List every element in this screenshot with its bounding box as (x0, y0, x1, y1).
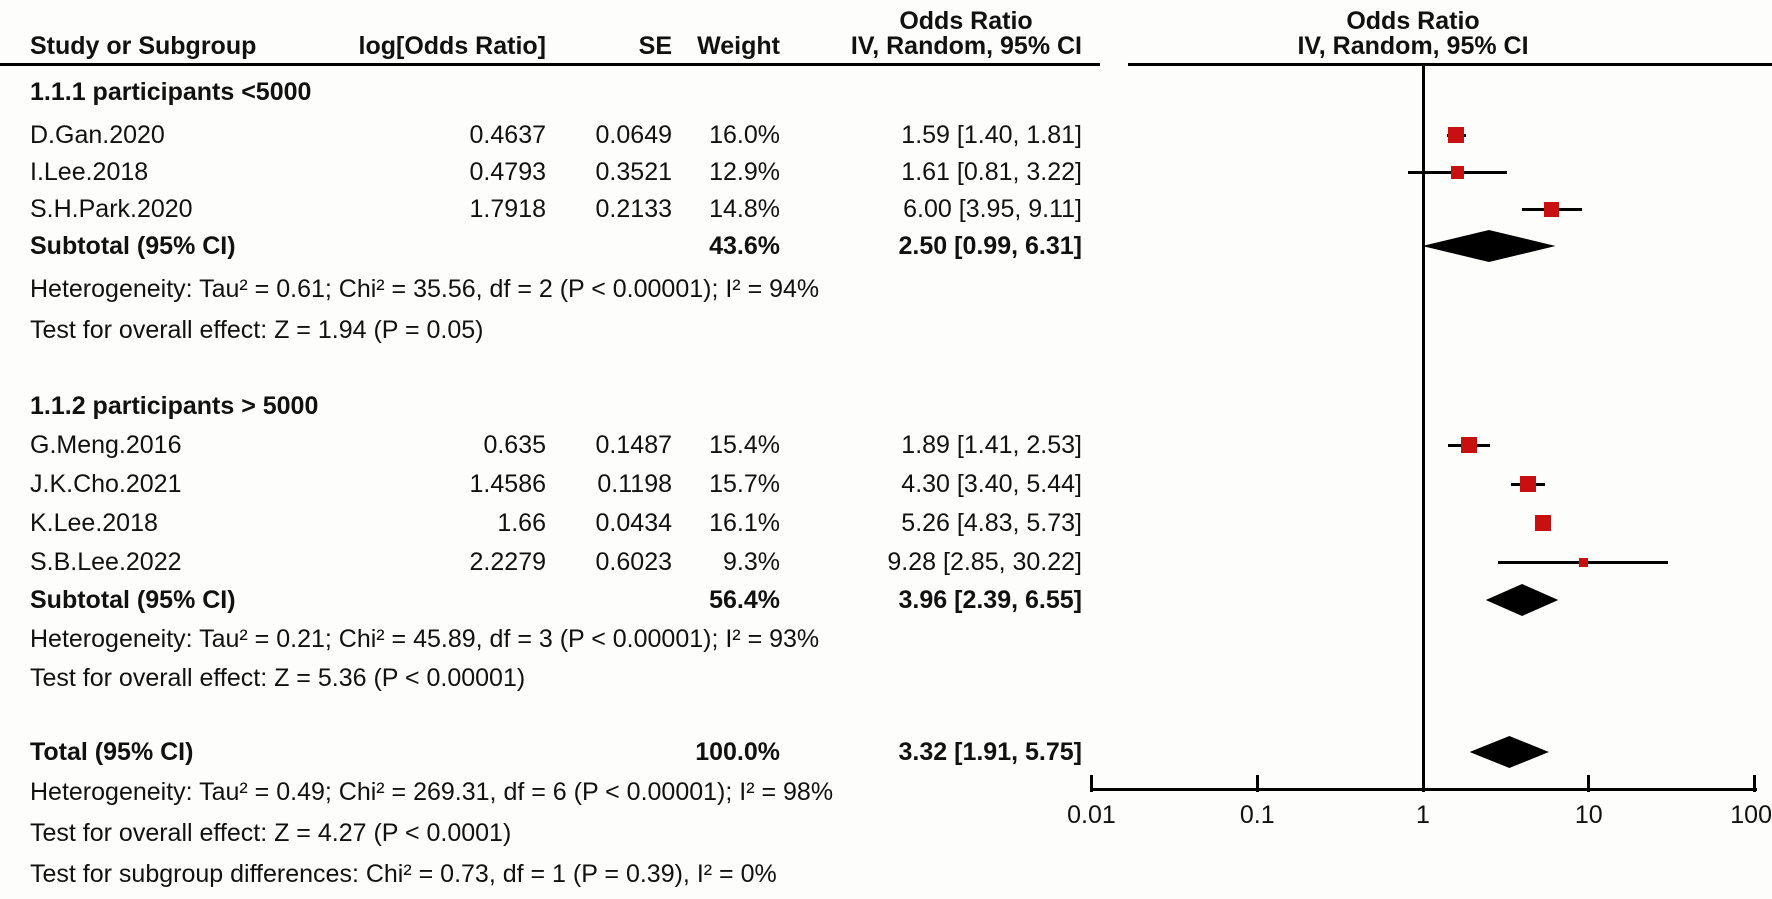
total-row-weight: 100.0% (695, 738, 780, 766)
study-row-logor: 1.4586 (469, 470, 546, 498)
study-row-logor: 1.7918 (469, 195, 546, 223)
axis-tick-label: 0.01 (1067, 801, 1116, 829)
subtotal-diamond (1422, 230, 1555, 262)
right-effect-title: Odds Ratio (1346, 7, 1480, 35)
study-row-weight: 15.7% (709, 470, 780, 498)
right-effect-subtitle: IV, Random, 95% CI (1297, 32, 1529, 60)
column-header-study: Study or Subgroup (30, 32, 257, 60)
total-diamond (1470, 736, 1549, 768)
subtotal-row-label: Subtotal (95% CI) (30, 232, 236, 260)
total-overall-effect-note-text: Test for overall effect: Z = 4.27 (P < 0.0001) (30, 819, 512, 847)
study-row-se: 0.0649 (595, 121, 672, 149)
study-row-se: 0.1487 (595, 431, 672, 459)
study-row-se: 0.2133 (595, 195, 672, 223)
subtotal-row-weight: 43.6% (709, 232, 780, 260)
study-row-ci: 1.59 [1.40, 1.81] (901, 121, 1082, 149)
study-row-label: D.Gan.2020 (30, 121, 165, 149)
subtotal-row-weight: 56.4% (709, 586, 780, 614)
subgroup-title-label: 1.1.1 participants <5000 (30, 78, 312, 106)
study-row-weight: 14.8% (709, 195, 780, 223)
column-header-se: SE (638, 32, 672, 60)
study-row-se: 0.0434 (595, 509, 672, 537)
study-point-estimate-square (1451, 166, 1464, 179)
heterogeneity-note-text: Heterogeneity: Tau² = 0.21; Chi² = 45.89, df = 3 (P < 0.00001); I² = 93% (30, 625, 820, 653)
subgroup-difference-note-text: Test for subgroup differences: Chi² = 0.73, df = 1 (P = 0.39), I² = 0% (30, 860, 777, 888)
subtotal-row-ci: 3.96 [2.39, 6.55] (898, 586, 1082, 614)
study-row-ci: 1.89 [1.41, 2.53] (901, 431, 1082, 459)
column-header-weight: Weight (697, 32, 780, 60)
axis-tick (1090, 775, 1093, 792)
study-row-label: K.Lee.2018 (30, 509, 158, 537)
overall-effect-note-text: Test for overall effect: Z = 1.94 (P = 0.05) (30, 316, 484, 344)
study-row-label: J.K.Cho.2021 (30, 470, 182, 498)
study-row-weight: 12.9% (709, 158, 780, 186)
study-row-logor: 2.2279 (469, 548, 546, 576)
heterogeneity-note-text: Heterogeneity: Tau² = 0.61; Chi² = 35.56, df = 2 (P < 0.00001); I² = 94% (30, 275, 820, 303)
axis-tick-label: 0.1 (1239, 801, 1275, 829)
overall-effect-note-text: Test for overall effect: Z = 5.36 (P < 0.00001) (30, 664, 526, 692)
study-point-estimate-square (1579, 558, 1588, 567)
study-row-ci: 5.26 [4.83, 5.73] (901, 509, 1082, 537)
study-row-logor: 0.4637 (469, 121, 546, 149)
null-effect-line (1422, 66, 1425, 788)
total-row-label: Total (95% CI) (30, 738, 194, 766)
study-row-ci: 4.30 [3.40, 5.44] (901, 470, 1082, 498)
study-row-logor: 0.635 (483, 431, 546, 459)
axis-tick-label: 1 (1416, 801, 1430, 829)
study-row-ci: 9.28 [2.85, 30.22] (887, 548, 1082, 576)
axis-tick (1422, 775, 1425, 792)
study-row-se: 0.6023 (595, 548, 672, 576)
study-point-estimate-square (1535, 515, 1551, 531)
total-row-ci: 3.32 [1.91, 5.75] (898, 738, 1082, 766)
study-row-label: S.B.Lee.2022 (30, 548, 182, 576)
study-point-estimate-square (1520, 476, 1536, 492)
study-row-ci: 1.61 [0.81, 3.22] (901, 158, 1082, 186)
axis-tick (1587, 775, 1590, 792)
axis-tick (1753, 775, 1756, 792)
study-row-se: 0.1198 (597, 470, 672, 498)
axis-tick-label: 10 (1574, 801, 1603, 829)
left-effect-title: Odds Ratio (899, 7, 1033, 35)
subtotal-diamond (1486, 584, 1559, 616)
subgroup-title-label: 1.1.2 participants > 5000 (30, 392, 319, 420)
axis-tick (1256, 775, 1259, 792)
study-row-logor: 0.4793 (469, 158, 546, 186)
study-point-estimate-square (1544, 202, 1559, 217)
subtotal-row-label: Subtotal (95% CI) (30, 586, 236, 614)
study-row-label: I.Lee.2018 (30, 158, 149, 186)
study-row-weight: 15.4% (709, 431, 780, 459)
study-row-ci: 6.00 [3.95, 9.11] (903, 195, 1082, 223)
column-header-ci: IV, Random, 95% CI (850, 32, 1082, 60)
column-header-log-odds-ratio: log[Odds Ratio] (358, 32, 546, 60)
study-row-weight: 16.1% (709, 509, 780, 537)
study-row-se: 0.3521 (595, 158, 672, 186)
subtotal-row-ci: 2.50 [0.99, 6.31] (898, 232, 1082, 260)
study-row-weight: 9.3% (723, 548, 780, 576)
study-point-estimate-square (1461, 437, 1477, 453)
axis-tick-label: 100 (1730, 801, 1772, 829)
total-heterogeneity-note-text: Heterogeneity: Tau² = 0.49; Chi² = 269.31, df = 6 (P < 0.00001); I² = 98% (30, 778, 834, 806)
study-row-logor: 1.66 (497, 509, 546, 537)
study-row-label: G.Meng.2016 (30, 431, 182, 459)
study-point-estimate-square (1448, 127, 1464, 143)
study-row-weight: 16.0% (709, 121, 780, 149)
study-row-label: S.H.Park.2020 (30, 195, 193, 223)
